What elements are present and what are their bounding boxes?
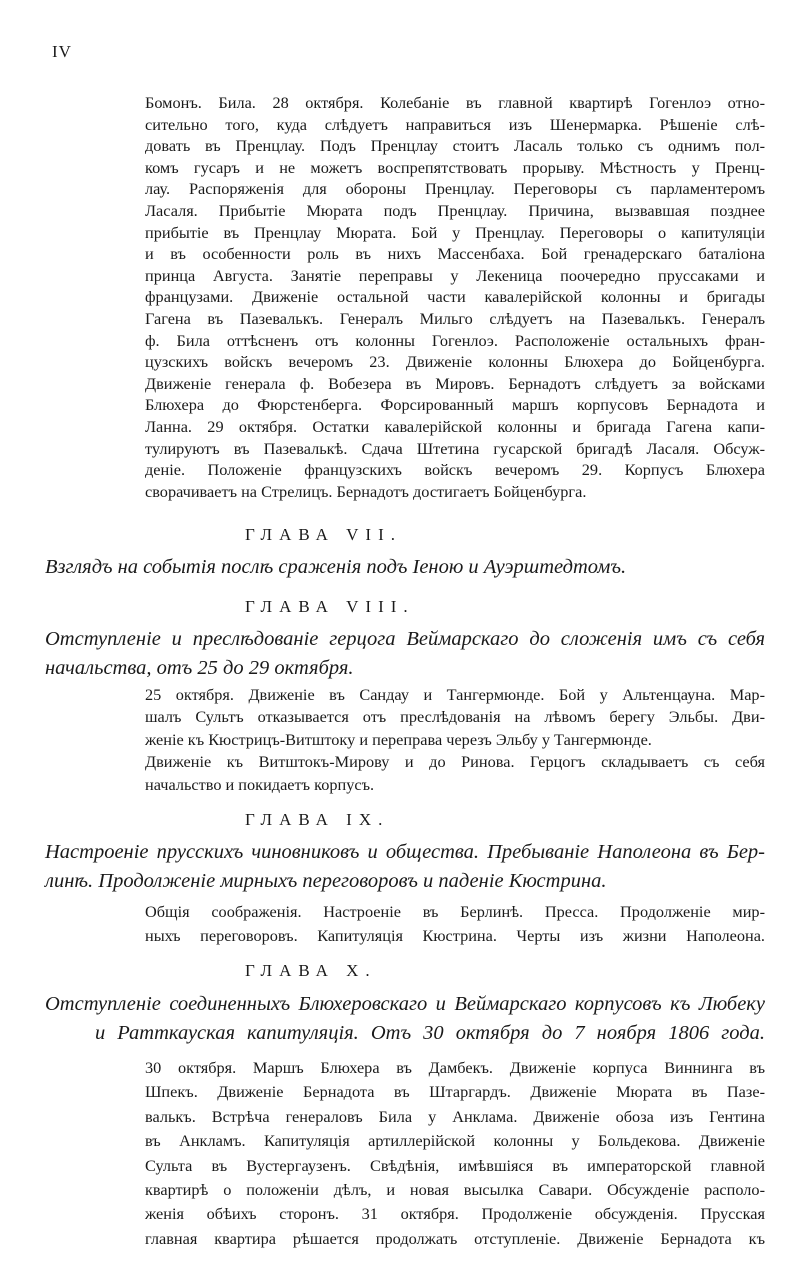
intro-summary <box>145 92 765 502</box>
chapter-title-9 <box>45 838 765 896</box>
text-line: Блюхера до Фюрстенберга. Форсированный маршъ корпусовъ Бернадота и <box>145 395 765 415</box>
text-line: начальство и покидаетъ корпусъ. <box>145 774 375 794</box>
text-line: довать въ Пренцлау. Подъ Пренцлау стоитъ Ласаль только съ однимъ пол- <box>145 136 765 156</box>
text-line: Бомонъ. Била. 28 октября. Колебаніе въ главной квартирѣ Гогенлоэ отно- <box>145 93 765 112</box>
text-line: комъ гусаръ и не можетъ воспрепятствовать прорыву. Мѣстность у Пренц- <box>145 157 765 177</box>
text-line: принца Августа. Занятіе переправы у Лекеница поочередно пруссаками и <box>145 265 765 285</box>
text-line: Отступленіе и преслѣдованіе герцога Веймарскаго до сложенія имъ съ себя <box>45 628 765 650</box>
text-line: Шпекъ. Движеніе Бернадота въ Штаргардъ. Движеніе Мюрата въ Пазе- <box>145 1082 765 1102</box>
text-line: тулируютъ въ Пазевалькѣ. Сдача Штетина гусарской бригадѣ Ласаля. Обсуж- <box>145 438 765 458</box>
text-line: Отступленіе соединенныхъ Блюхеровскаго и Веймарскаго корпусовъ къ Любеку <box>45 993 765 1015</box>
text-line: Ласаля. Прибытіе Мюрата подъ Пренцлау. Причина, вызвавшая позднее <box>145 200 765 220</box>
text-line: валькъ. Встрѣча генераловъ Била у Анклама. Движеніе обоза изъ Гентина <box>145 1106 765 1126</box>
chapter-heading-8: ГЛАВА VIII. <box>245 597 415 616</box>
text-line: сворачиваетъ на Стрелицъ. Бернадотъ достигаетъ Бойценбурга. <box>145 481 587 501</box>
text-line: Движеніе къ Витштокъ-Мирову и до Ринова. Герцогъ складываетъ съ себя <box>145 752 765 772</box>
text-line: ф. Била оттѣсненъ отъ колонны Гогенлоэ. Расположеніе остальныхъ фран- <box>145 330 765 350</box>
text-line: женіе къ Кюстрицъ-Витштоку и переправа черезъ Эльбу у Тангермюнде. <box>145 729 652 749</box>
chapter-summary-9 <box>145 900 765 949</box>
text-line: Ланна. 29 октября. Остатки кавалерійской колонны и бригада Гагена капи- <box>145 416 765 436</box>
text-line: цузскихъ войскъ вечеромъ 23. Движеніе колонны Блюхера до Бойценбурга. <box>145 352 765 372</box>
text-line: Движеніе генерала ф. Вобезера въ Мировъ. Бернадотъ слѣдуетъ за войсками <box>145 373 765 393</box>
text-line: 25 октября. Движеніе въ Сандау и Тангермюнде. Бой у Альтенцауна. Мар- <box>145 685 765 704</box>
chapter-heading-7: ГЛАВА VII. <box>245 525 403 544</box>
text-line: деніе. Положеніе французскихъ войскъ вечеромъ 29. Корпусъ Блюхера <box>145 460 765 480</box>
text-line: и въ особенности роль въ нихъ Массенбаха. Бой гренадерскаго баталіона <box>145 244 765 264</box>
chapter-heading-9: ГЛАВА IX. <box>245 810 390 829</box>
text-line: главная квартира рѣшается продолжать отступленіе. Движеніе Бернадота къ <box>145 1228 765 1248</box>
chapter-title-10 <box>45 990 765 1048</box>
chapter-title-8 <box>45 625 765 683</box>
text-line: шалъ Сультъ отказывается отъ преслѣдованія на лѣвомъ берегу Эльбы. Дви- <box>145 707 765 727</box>
text-line: Настроеніе прусскихъ чиновниковъ и общества. Пребываніе Наполеона въ Бер- <box>45 841 765 863</box>
text-line: сительно того, куда слѣдуетъ направиться изъ Шенермарка. Рѣшеніе слѣ- <box>145 114 765 134</box>
chapter-title-7 <box>45 553 626 582</box>
text-line: прибытіе въ Пренцлау Мюрата. Бой у Пренцлау. Переговоры о капитуляціи <box>145 222 765 242</box>
text-line: Гагена въ Пазевалькъ. Генералъ Мильго слѣдуетъ на Пазевалькъ. Генералъ <box>145 308 765 328</box>
text-line: ныхъ переговоровъ. Капитуляція Кюстрина. Черты изъ жизни Наполеона. <box>145 926 765 946</box>
text-line: Взглядъ на событія послѣ сраженія подъ Іеною и Ауэрштедтомъ. <box>45 556 627 578</box>
text-line: 30 октября. Маршъ Блюхера въ Дамбекъ. Движеніе корпуса Виннинга въ <box>145 1058 765 1077</box>
chapter-summary-10 <box>145 1056 765 1251</box>
text-line: Сульта въ Вустергаузенъ. Свѣдѣнія, имѣвшіяся въ императорской главной <box>145 1155 765 1175</box>
text-line: квартирѣ о положеніи дѣлъ, и новая высылка Савари. Обсужденіе располо- <box>145 1179 765 1199</box>
text-line: въ Анкламъ. Капитуляція артиллерійской колонны у Больдекова. Движеніе <box>145 1131 765 1151</box>
text-line: Общія соображенія. Настроеніе въ Берлинѣ. Пресса. Продолженіе мир- <box>145 902 765 921</box>
chapter-summary-8 <box>145 684 765 796</box>
text-line: начальства, отъ 25 до 29 октября. <box>45 657 354 679</box>
text-line: линѣ. Продолженіе мирныхъ переговоровъ и паденіе Кюстрина. <box>45 870 607 892</box>
text-line: и Ратткауская капитуляція. Отъ 30 октября до 7 ноября 1806 года. <box>95 1022 765 1044</box>
text-line: женія обѣихъ сторонъ. 31 октября. Продолженіе обсужденія. Прусская <box>145 1204 765 1224</box>
chapter-heading-10: ГЛАВА X. <box>245 961 377 980</box>
text-line: лау. Распоряженія для обороны Пренцлау. Переговоры съ парламентеромъ <box>145 179 765 199</box>
page-number: IV <box>52 42 72 61</box>
text-line: французами. Движеніе остальной части кавалерійской колонны и бригады <box>145 287 765 307</box>
